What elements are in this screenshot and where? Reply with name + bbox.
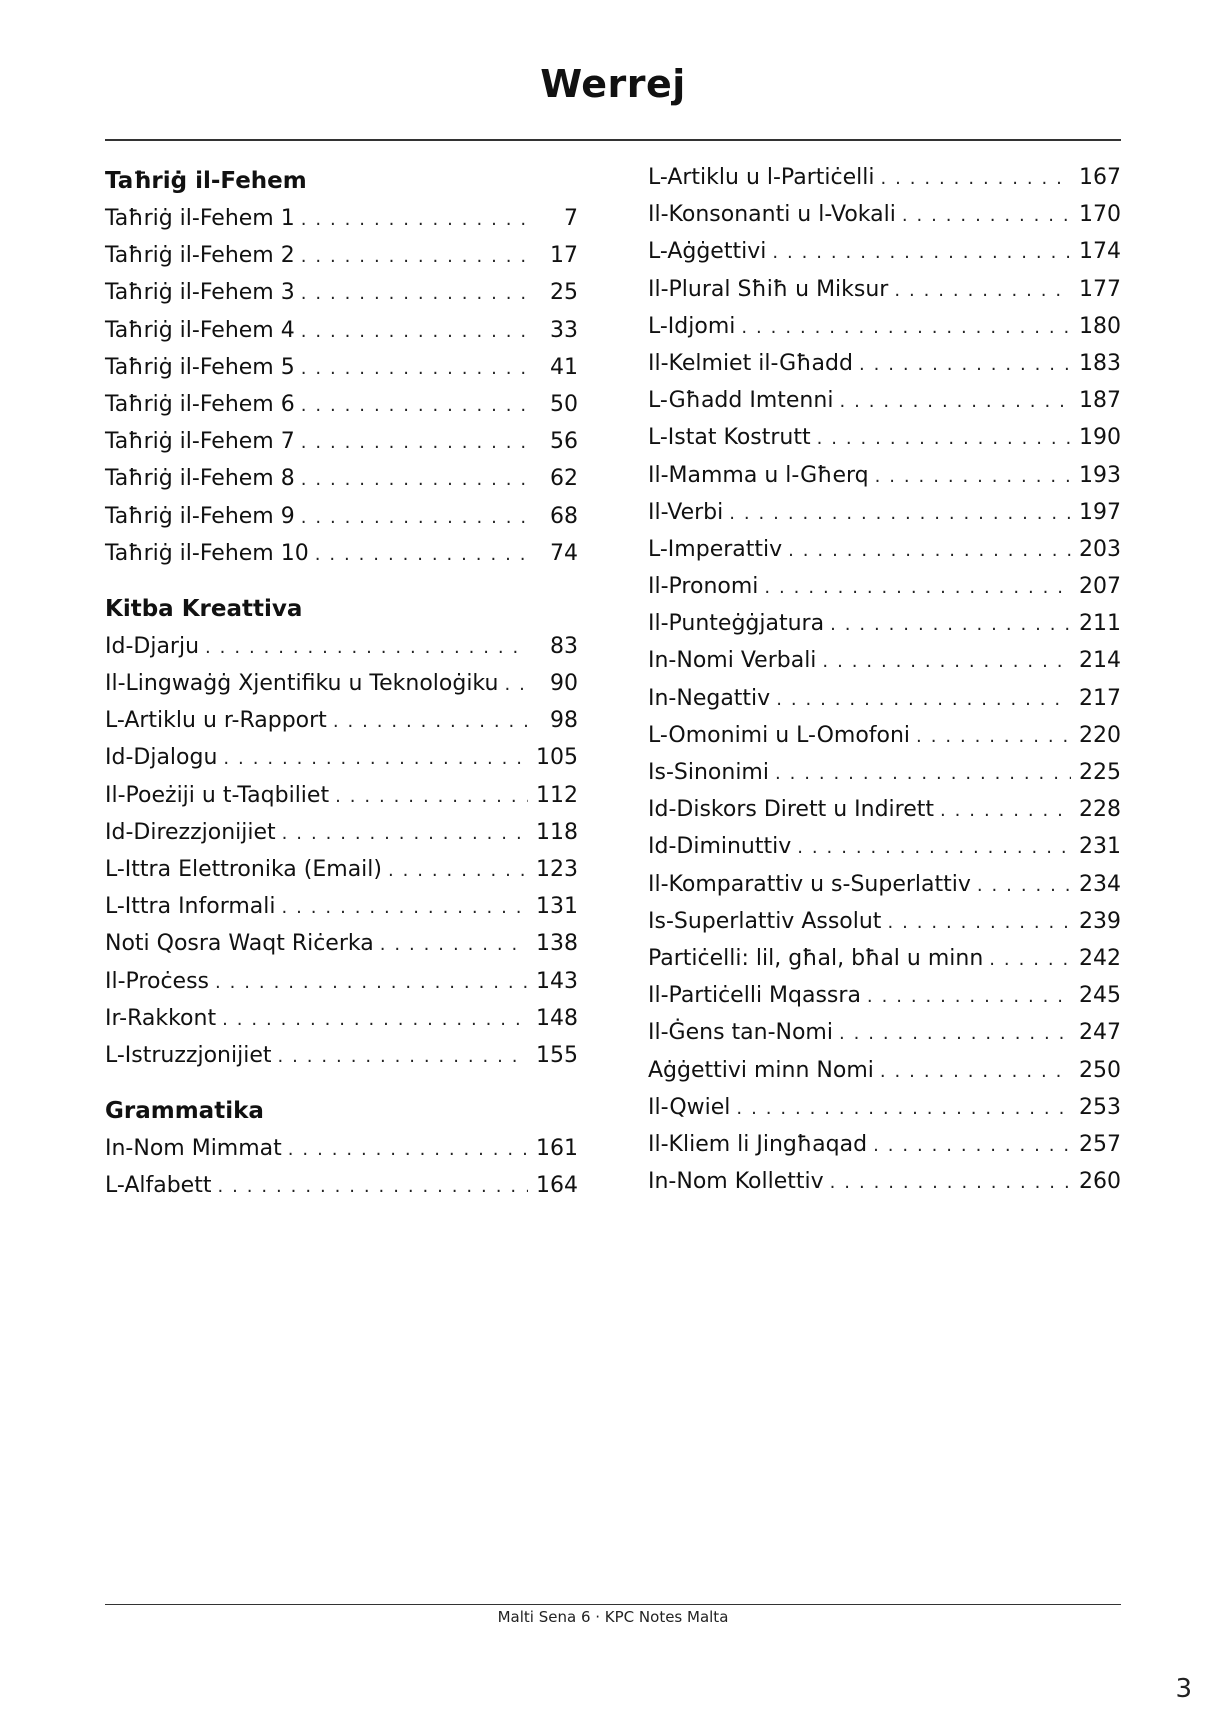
toc-entry-page: 214 bbox=[1079, 648, 1121, 674]
section-entries bbox=[105, 628, 578, 1074]
toc-entry-title: Il-Lingwaġġ Xjentifiku u Teknoloġiku bbox=[105, 671, 499, 697]
dot-leader bbox=[277, 1038, 528, 1075]
toc-entry-title: Id-Diskors Dirett u Indirett bbox=[648, 797, 935, 823]
toc-entry-title: Aġġettivi minn Nomi bbox=[648, 1057, 874, 1083]
toc-entry bbox=[105, 814, 578, 851]
toc-entry bbox=[648, 977, 1121, 1014]
toc-entry bbox=[105, 888, 578, 925]
dot-leader bbox=[880, 1053, 1071, 1090]
toc-entry-page: 234 bbox=[1079, 871, 1121, 897]
section-entries bbox=[105, 200, 578, 572]
toc-entry bbox=[648, 308, 1121, 345]
toc-entry-title: L-Istat Kostrutt bbox=[648, 425, 811, 451]
toc-entry-page: 217 bbox=[1079, 685, 1121, 711]
toc-entry bbox=[105, 349, 578, 386]
toc-entry-title: Il-Kelmiet il-Għadd bbox=[648, 350, 853, 376]
toc-entry-page: 239 bbox=[1079, 908, 1121, 934]
dot-leader bbox=[830, 606, 1071, 643]
dot-leader bbox=[839, 383, 1071, 420]
toc-entry-title: In-Nom Kollettiv bbox=[648, 1169, 824, 1195]
toc-entry-title: In-Nom Mimmat bbox=[105, 1136, 282, 1162]
toc-entry bbox=[105, 665, 578, 702]
toc-entry bbox=[105, 460, 578, 497]
toc-entry bbox=[648, 940, 1121, 977]
toc-entry-title: Taħriġ il-Fehem 2 bbox=[105, 243, 295, 269]
toc-entry-page: 183 bbox=[1079, 350, 1121, 376]
toc-entry-title: In-Negattiv bbox=[648, 685, 771, 711]
section-heading: Taħriġ il-Fehem bbox=[105, 168, 307, 194]
toc-entry-title: Taħriġ il-Fehem 8 bbox=[105, 466, 295, 492]
toc-entry-title: L-Imperattiv bbox=[648, 536, 783, 562]
toc-entry bbox=[105, 1167, 578, 1204]
toc-entry-page: 56 bbox=[550, 429, 578, 455]
dot-leader bbox=[887, 904, 1071, 941]
toc-entry-title: Il-Proċess bbox=[105, 968, 209, 994]
dot-leader bbox=[301, 461, 528, 498]
section-entries bbox=[105, 1130, 578, 1204]
toc-entry-page: 74 bbox=[550, 540, 578, 566]
toc-entry-title: Il-Partiċelli Mqassra bbox=[648, 983, 861, 1009]
dot-leader bbox=[839, 1015, 1071, 1052]
dot-leader bbox=[315, 536, 528, 573]
toc-entry bbox=[105, 1130, 578, 1167]
dot-leader bbox=[301, 499, 528, 536]
toc-entry-title: Taħriġ il-Fehem 3 bbox=[105, 280, 295, 306]
footer-text: Malti Sena 6 · KPC Notes Malta bbox=[497, 1608, 729, 1626]
dot-leader bbox=[223, 740, 528, 777]
toc-entry-page: 220 bbox=[1079, 722, 1121, 748]
toc-entry-title: Id-Djalogu bbox=[105, 745, 218, 771]
toc-entry bbox=[648, 494, 1121, 531]
dot-leader bbox=[916, 718, 1071, 755]
toc-entry-title: Id-Djarju bbox=[105, 633, 200, 659]
dot-leader bbox=[301, 238, 528, 275]
dot-leader bbox=[333, 703, 528, 740]
toc-entry-page: 143 bbox=[536, 968, 578, 994]
toc-entry-title: Noti Qosra Waqt Riċerka bbox=[105, 931, 374, 957]
toc-entry bbox=[648, 1014, 1121, 1051]
dot-leader bbox=[867, 978, 1071, 1015]
toc-entry-title: L-Aġġettivi bbox=[648, 239, 767, 265]
toc-entry-title: Id-Direzzjonijiet bbox=[105, 819, 276, 845]
dot-leader bbox=[772, 234, 1071, 271]
dot-leader bbox=[817, 420, 1071, 457]
footer-divider bbox=[105, 1604, 1121, 1605]
toc-entry-page: 164 bbox=[536, 1173, 578, 1199]
toc-entry-title: Taħriġ il-Fehem 7 bbox=[105, 429, 295, 455]
dot-leader bbox=[977, 867, 1071, 904]
toc-entry-page: 17 bbox=[550, 243, 578, 269]
toc-entry-page: 105 bbox=[536, 745, 578, 771]
toc-entry bbox=[105, 535, 578, 572]
toc-entry-page: 41 bbox=[550, 354, 578, 380]
toc-entry bbox=[648, 345, 1121, 382]
toc-entry-page: 177 bbox=[1079, 276, 1121, 302]
toc-entry-page: 231 bbox=[1079, 834, 1121, 860]
toc-entry-page: 123 bbox=[536, 857, 578, 882]
toc-entry-title: Taħriġ il-Fehem 1 bbox=[105, 206, 295, 231]
toc-entry-page: 247 bbox=[1079, 1020, 1121, 1046]
toc-entry-page: 207 bbox=[1079, 574, 1121, 600]
toc-entry bbox=[648, 754, 1121, 791]
dot-leader bbox=[215, 964, 528, 1001]
dot-leader bbox=[788, 532, 1071, 569]
toc-entry-page: 62 bbox=[550, 466, 578, 492]
toc-entry bbox=[648, 605, 1121, 642]
toc-entry bbox=[105, 851, 578, 888]
dot-leader bbox=[282, 889, 529, 926]
toc-entry-title: Is-Sinonimi bbox=[648, 760, 769, 785]
toc-entry-page: 161 bbox=[536, 1136, 578, 1162]
toc-entry-title: L-Ittra Informali bbox=[105, 894, 276, 920]
dot-leader bbox=[288, 1131, 528, 1168]
toc-entry-page: 155 bbox=[536, 1042, 578, 1068]
toc-entry-title: Taħriġ il-Fehem 4 bbox=[105, 317, 295, 343]
toc-entry-page: 25 bbox=[550, 280, 578, 306]
toc-entry-page: 257 bbox=[1079, 1131, 1121, 1157]
toc-entry bbox=[648, 457, 1121, 494]
toc-entry-page: 253 bbox=[1079, 1094, 1121, 1120]
toc-entry bbox=[105, 498, 578, 535]
dot-leader bbox=[301, 201, 528, 238]
toc-entry-page: 170 bbox=[1079, 202, 1121, 228]
dot-leader bbox=[894, 272, 1071, 309]
toc-entry-page: 187 bbox=[1079, 388, 1121, 414]
toc-entry-page: 193 bbox=[1079, 462, 1121, 488]
toc-entry-title: Taħriġ il-Fehem 9 bbox=[105, 503, 295, 529]
dot-leader bbox=[504, 666, 528, 703]
toc-entry-page: 167 bbox=[1079, 165, 1121, 190]
toc-entry bbox=[648, 680, 1121, 717]
toc-entry-title: L-Artiklu u r-Rapport bbox=[105, 708, 327, 734]
toc-entry bbox=[105, 200, 578, 237]
toc-entry-title: L-Alfabett bbox=[105, 1173, 212, 1199]
toc-entry bbox=[105, 312, 578, 349]
toc-entry bbox=[648, 1163, 1121, 1200]
dot-leader bbox=[880, 160, 1071, 197]
toc-entry bbox=[648, 1126, 1121, 1163]
toc-entry-title: In-Nomi Verbali bbox=[648, 648, 817, 674]
dot-leader bbox=[875, 458, 1071, 495]
toc-right-column bbox=[648, 159, 1121, 1200]
dot-leader bbox=[989, 941, 1071, 978]
dot-leader bbox=[859, 346, 1071, 383]
toc-entry-title: Il-Kliem li Jingħaqad bbox=[648, 1131, 868, 1157]
dot-leader bbox=[776, 681, 1071, 718]
toc-entry bbox=[648, 791, 1121, 828]
toc-entry-page: 225 bbox=[1079, 760, 1121, 785]
toc-entry-page: 33 bbox=[550, 317, 578, 343]
toc-entry bbox=[105, 628, 578, 665]
dot-leader bbox=[902, 197, 1071, 234]
toc-entry-page: 180 bbox=[1079, 313, 1121, 339]
toc-entry-title: Partiċelli: lil, għal, bħal u minn bbox=[648, 945, 984, 971]
toc-entry bbox=[105, 702, 578, 739]
toc-entry-title: Il-Komparattiv u s-Superlattiv bbox=[648, 871, 971, 897]
dot-leader bbox=[301, 424, 528, 461]
toc-entry-title: Taħriġ il-Fehem 6 bbox=[105, 391, 295, 417]
toc-entry bbox=[105, 237, 578, 274]
toc-entry-title: Il-Ġens tan-Nomi bbox=[648, 1020, 833, 1046]
toc-entry-title: Il-Qwiel bbox=[648, 1094, 731, 1120]
toc-entry-page: 211 bbox=[1079, 611, 1121, 637]
toc-entry bbox=[105, 739, 578, 776]
title-divider bbox=[105, 139, 1121, 141]
section-heading: Grammatika bbox=[105, 1098, 264, 1125]
dot-leader bbox=[217, 1168, 528, 1205]
dot-leader bbox=[764, 569, 1071, 606]
toc-entry-page: 174 bbox=[1079, 239, 1121, 265]
dot-leader bbox=[380, 926, 528, 963]
toc-entry-page: 98 bbox=[550, 708, 578, 734]
dot-leader bbox=[940, 792, 1071, 829]
toc-entry bbox=[648, 271, 1121, 308]
dot-leader bbox=[222, 1001, 528, 1038]
page-number: 3 bbox=[1175, 1674, 1192, 1704]
dot-leader bbox=[388, 852, 528, 889]
toc-entry-title: Id-Diminuttiv bbox=[648, 834, 792, 860]
dot-leader bbox=[830, 1164, 1071, 1201]
section-heading: Kitba Kreattiva bbox=[105, 595, 303, 622]
toc-entry bbox=[105, 925, 578, 962]
toc-entry bbox=[648, 1089, 1121, 1126]
toc-entry bbox=[648, 717, 1121, 754]
toc-entry-title: L-Għadd Imtenni bbox=[648, 388, 834, 414]
dot-leader bbox=[301, 350, 528, 387]
toc-entry bbox=[105, 386, 578, 423]
toc-entry-title: Il-Verbi bbox=[648, 499, 724, 525]
toc-entry-page: 203 bbox=[1079, 536, 1121, 562]
toc-entry bbox=[648, 903, 1121, 940]
dot-leader bbox=[282, 815, 528, 852]
dot-leader bbox=[729, 495, 1071, 532]
toc-entry-title: Taħriġ il-Fehem 10 bbox=[105, 540, 309, 566]
toc-entry bbox=[648, 866, 1121, 903]
toc-entry-title: L-Idjomi bbox=[648, 313, 736, 339]
dot-leader bbox=[822, 643, 1071, 680]
dot-leader bbox=[873, 1127, 1071, 1164]
toc-entry-title: L-Omonimi u L-Omofoni bbox=[648, 722, 911, 748]
toc-entry-page: 228 bbox=[1079, 797, 1121, 823]
dot-leader bbox=[741, 309, 1071, 346]
toc-entry-title: Il-Poeżiji u t-Taqbiliet bbox=[105, 782, 330, 808]
dot-leader bbox=[301, 275, 528, 312]
toc-entry-title: Is-Superlattiv Assolut bbox=[648, 908, 882, 934]
toc-entry-title: Il-Plural Sħiħ u Miksur bbox=[648, 276, 889, 302]
dot-leader bbox=[736, 1090, 1071, 1127]
dot-leader bbox=[775, 755, 1071, 792]
dot-leader bbox=[797, 829, 1071, 866]
toc-entry-page: 7 bbox=[564, 206, 578, 231]
toc-entry-page: 90 bbox=[550, 671, 578, 697]
toc-entry-page: 50 bbox=[550, 391, 578, 417]
toc-entry bbox=[648, 828, 1121, 865]
toc-entry-page: 131 bbox=[536, 894, 578, 920]
toc-entry bbox=[105, 963, 578, 1000]
dot-leader bbox=[301, 387, 528, 424]
toc-entry-page: 250 bbox=[1079, 1057, 1121, 1083]
toc-entry bbox=[648, 642, 1121, 679]
toc-entry-page: 260 bbox=[1079, 1169, 1121, 1195]
toc-entry bbox=[648, 531, 1121, 568]
toc-entry bbox=[105, 1000, 578, 1037]
toc-entry bbox=[648, 568, 1121, 605]
page-title: Werrej bbox=[540, 62, 686, 106]
toc-entry-title: Il-Pronomi bbox=[648, 574, 759, 600]
dot-leader bbox=[205, 629, 528, 666]
toc-entry bbox=[648, 233, 1121, 270]
toc-entry-title: L-Artiklu u l-Partiċelli bbox=[648, 165, 875, 190]
dot-leader bbox=[335, 778, 528, 815]
toc-entry bbox=[648, 419, 1121, 456]
toc-entry-page: 190 bbox=[1079, 425, 1121, 451]
toc-entry bbox=[648, 159, 1121, 196]
toc-entry-page: 242 bbox=[1079, 945, 1121, 971]
toc-entry-page: 68 bbox=[550, 503, 578, 529]
dot-leader bbox=[301, 313, 528, 350]
toc-entry-title: Ir-Rakkont bbox=[105, 1005, 217, 1031]
toc-entry-page: 83 bbox=[550, 633, 578, 659]
toc-entry-title: Taħriġ il-Fehem 5 bbox=[105, 354, 295, 380]
toc-entry-title: Il-Mamma u l-Għerq bbox=[648, 462, 869, 488]
toc-entry bbox=[105, 777, 578, 814]
toc-entry bbox=[105, 423, 578, 460]
toc-entry-title: L-Ittra Elettronika (Email) bbox=[105, 857, 382, 882]
section-entries bbox=[648, 159, 1121, 1200]
toc-entry-title: L-Istruzzjonijiet bbox=[105, 1042, 272, 1068]
toc-entry-page: 138 bbox=[536, 931, 578, 957]
toc-entry-page: 245 bbox=[1079, 983, 1121, 1009]
toc-entry-page: 197 bbox=[1079, 499, 1121, 525]
toc-entry bbox=[648, 196, 1121, 233]
toc-entry-title: Il-Punteġġjatura bbox=[648, 611, 825, 637]
toc-entry bbox=[648, 1052, 1121, 1089]
toc-left-column bbox=[105, 163, 578, 1205]
toc-entry-page: 112 bbox=[536, 782, 578, 808]
toc-entry bbox=[105, 1037, 578, 1074]
toc-entry-page: 118 bbox=[536, 819, 578, 845]
toc-entry-title: Il-Konsonanti u l-Vokali bbox=[648, 202, 896, 228]
toc-entry-page: 148 bbox=[536, 1005, 578, 1031]
toc-entry bbox=[648, 382, 1121, 419]
toc-entry bbox=[105, 274, 578, 311]
